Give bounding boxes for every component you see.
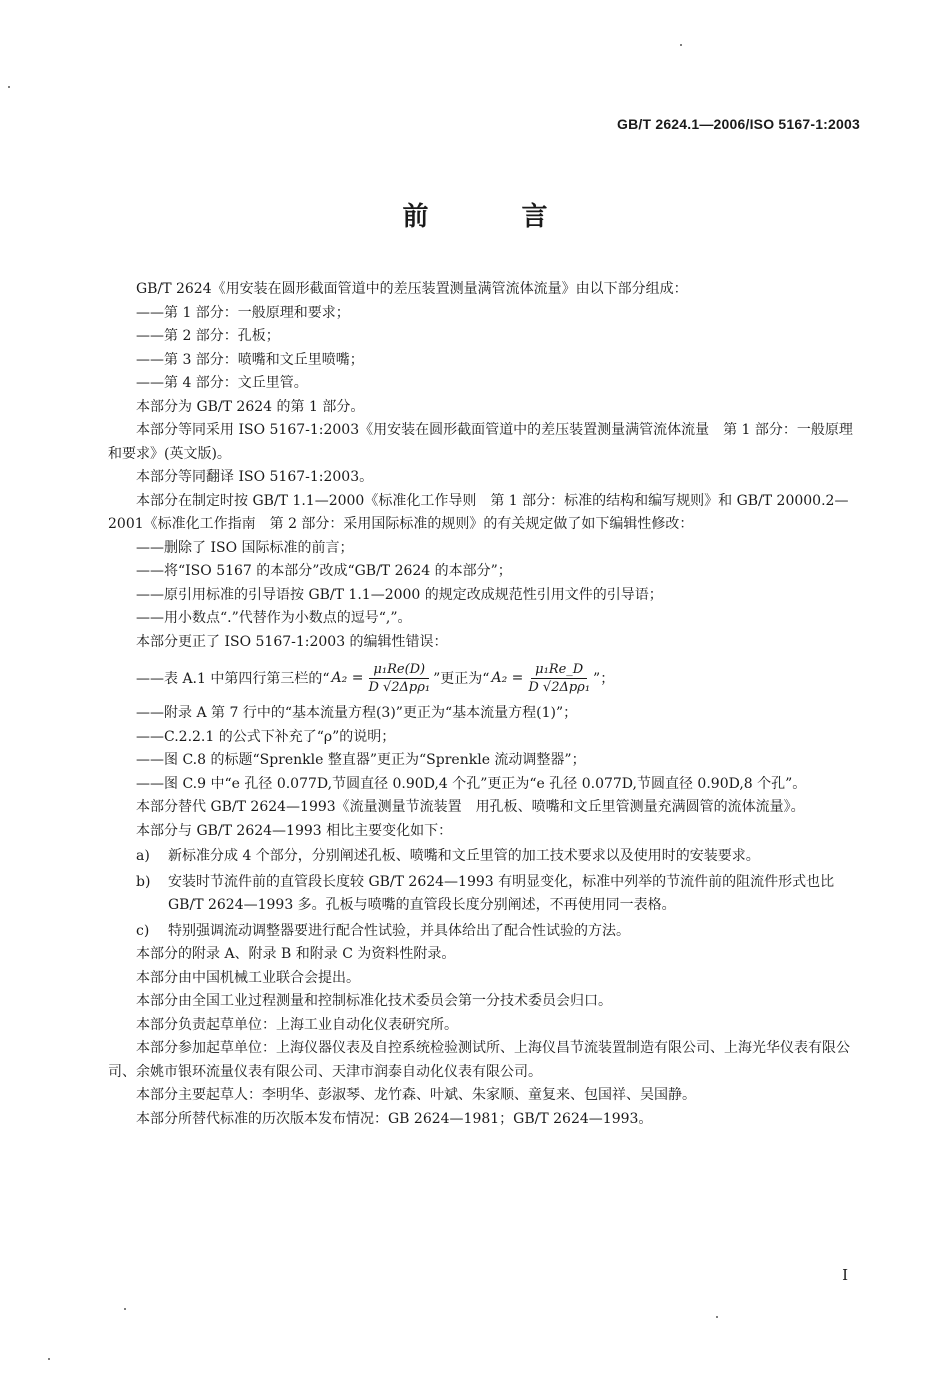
fraction-denominator: D √2Δpρ₁ (368, 679, 431, 695)
paragraph: 本部分由全国工业过程测量和控制标准化技术委员会第一分技术委员会归口。 (136, 993, 612, 1009)
formula-fraction-new (528, 662, 590, 695)
scan-speck (124, 1308, 126, 1310)
dash-item: ——第 1 部分：一般原理和要求； (136, 304, 350, 321)
formula-middle: ”更正为“ (433, 671, 490, 687)
formula-lhs: A₂ = (331, 670, 364, 686)
paragraph: 本部分由中国机械工业联合会提出。 (136, 969, 360, 986)
list-item-text: 特别强调流动调整器要进行配合性试验，并具体给出了配合性试验的方法。 (168, 922, 630, 939)
list-item-text: 安装时节流件前的直管段长度较 GB/T 2624—1993 有明显变化，标准中列举的节流件前的阻流件形式也比 GB/T 2624—1993 多。孔板与喷嘴的直管段长度分别阐述，不再使用同一表格。 (168, 873, 835, 913)
dash-item: ——删除了 ISO 国际标准的前言； (136, 539, 354, 556)
fraction-denominator: D √2Δpρ₁ (528, 679, 591, 695)
list-item-label: b) (136, 873, 151, 890)
list-item-text: 新标准分成 4 个部分，分别阐述孔板、喷嘴和文丘里管的加工技术要求以及使用时的安装要求。 (168, 848, 760, 864)
paragraph: 本部分为 GB/T 2624 的第 1 部分。 (136, 398, 365, 415)
scan-speck (716, 1316, 718, 1318)
paragraph: 本部分替代 GB/T 2624—1993《流量测量节流装置 用孔板、喷嘴和文丘里管测量充满圆管的流体流量》。 (136, 799, 805, 815)
formula-fraction-old (368, 662, 430, 695)
list-item (108, 871, 863, 918)
fraction-numerator: μ₁Re(D) (369, 662, 429, 679)
dash-item: ——将“ISO 5167 的本部分”改成“GB/T 2624 的本部分”； (136, 563, 512, 579)
formula-prefix: ——表 A.1 中第四行第三栏的“ (136, 671, 330, 687)
formula-correction-line (108, 654, 863, 702)
dash-item: ——原引用标准的引导语按 GB/T 1.1—2000 的规定改成规范性引用文件的引导语； (136, 586, 663, 603)
paragraph: 本部分在制定时按 GB/T 1.1—2000《标准化工作导则 第 1 部分：标准的结构和编写规则》和 GB/T 20000.2—2001《标准化工作指南 第 2 部分：采用国际标准的规则》的有关规定做了如下编辑性修改： (108, 492, 849, 532)
paragraph: 本部分参加起草单位：上海仪器仪表及自控系统检验测试所、上海仪昌节流装置制造有限公司、上海光华仪表有限公司、余姚市银环流量仪表有限公司、天津市润泰自动化仪表有限公司。 (108, 1040, 850, 1080)
paragraph: 本部分主要起草人：李明华、彭淑琴、龙竹森、叶斌、朱家顺、童复来、包国祥、吴国静。 (136, 1087, 696, 1103)
foreword-body (108, 278, 863, 1131)
list-item-label: a) (136, 848, 150, 864)
paragraph: 本部分更正了 ISO 5167-1:2003 的编辑性错误： (136, 633, 448, 650)
list-item (108, 845, 863, 869)
dash-item: ——附录 A 第 7 行中的“基本流量方程(3)”更正为“基本流量方程(1)”； (136, 705, 578, 721)
dash-item: ——第 4 部分：文丘里管。 (136, 375, 308, 391)
dash-item: ——图 C.9 中“e 孔径 0.077D,节圆直径 0.90D,4 个孔”更正为“e 孔径 0.077D,节圆直径 0.90D,8 个孔”。 (136, 775, 807, 792)
paragraph: 本部分等同翻译 ISO 5167-1:2003。 (136, 469, 374, 485)
fraction-numerator: μ₁Re_D (531, 662, 587, 679)
standard-number: GB/T 2624.1—2006/ISO 5167-1:2003 (617, 116, 860, 132)
dash-item: ——第 2 部分：孔板； (136, 328, 280, 344)
list-item (108, 920, 863, 944)
scan-speck (8, 86, 10, 88)
page-title: 前 言 (402, 202, 590, 232)
scan-speck (48, 1358, 50, 1360)
page-number: I (842, 1266, 848, 1284)
scan-speck (680, 44, 682, 46)
paragraph: 本部分的附录 A、附录 B 和附录 C 为资料性附录。 (136, 946, 456, 962)
dash-item: ——第 3 部分：喷嘴和文丘里喷嘴； (136, 351, 364, 368)
formula-suffix: ”； (593, 671, 615, 687)
dash-item: ——用小数点“.”代替作为小数点的逗号“,”。 (136, 610, 412, 626)
paragraph: 本部分与 GB/T 2624—1993 相比主要变化如下： (136, 822, 453, 839)
paragraph: 本部分等同采用 ISO 5167-1:2003《用安装在圆形截面管道中的差压装置测量满管流体流量 第 1 部分：一般原理和要求》(英文版)。 (108, 422, 853, 462)
dash-item: ——C.2.2.1 的公式下补充了“ρ”的说明； (136, 728, 396, 745)
paragraph: 本部分负责起草单位：上海工业自动化仪表研究所。 (136, 1016, 458, 1033)
paragraph: 本部分所替代标准的历次版本发布情况：GB 2624—1981；GB/T 2624—1993。 (136, 1110, 653, 1127)
dash-item: ——图 C.8 的标题“Sprenkle 整直器”更正为“Sprenkle 流动调整器”； (136, 752, 586, 768)
formula-lhs: A₂ = (491, 670, 524, 686)
paragraph: GB/T 2624《用安装在圆形截面管道中的差压装置测量满管流体流量》由以下部分组成： (136, 281, 688, 297)
list-item-label: c) (136, 922, 150, 939)
